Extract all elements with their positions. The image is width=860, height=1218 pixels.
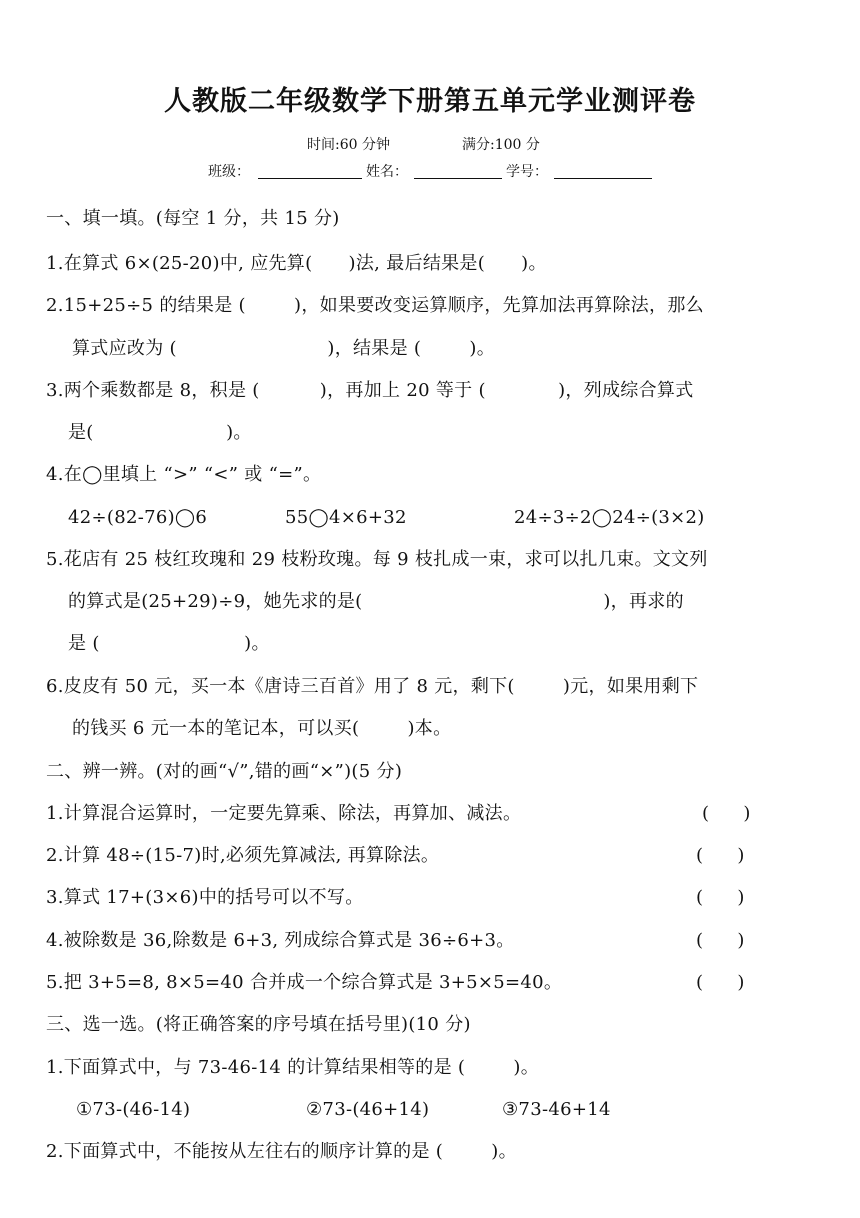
judge-item-4: 4.被除数是 36,除数是 6+3, 列成综合算式是 36÷6+3。 xyxy=(46,930,515,951)
judge-answer-1[interactable]: ( ) xyxy=(702,803,751,824)
judge-answer-5[interactable]: ( ) xyxy=(696,972,745,993)
section1-q4-item1: 42÷(82-76)◯6 xyxy=(68,507,208,528)
section1-q6-line1: 6.皮皮有 50 元，买一本《唐诗三百首》用了 8 元，剩下( )元，如果用剩下 xyxy=(46,676,699,697)
section1-q3-line1: 3.两个乘数都是 8，积是 ( )，再加上 20 等于 ( )，列成综合算式 xyxy=(46,380,694,401)
judge-answer-2[interactable]: ( ) xyxy=(696,845,745,866)
student-id-label: 学号： xyxy=(506,164,548,180)
section3-q1-option1: ①73-(46-14) xyxy=(76,1099,191,1120)
section1-q3-line2: 是( )。 xyxy=(68,422,252,443)
judge-item-1: 1.计算混合运算时，一定要先算乘、除法，再算加、减法。 xyxy=(46,803,522,824)
exam-time: 时间:60 分钟 xyxy=(307,137,390,153)
section1-q5-line3: 是 ( )。 xyxy=(68,633,270,654)
section1-q1: 1.在算式 6×(25-20)中, 应先算( )法, 最后结果是( )。 xyxy=(46,253,547,274)
section1-heading: 一、填一填。(每空 1 分，共 15 分) xyxy=(46,208,340,229)
class-blank[interactable] xyxy=(258,164,362,179)
section3-q1-option3: ③73-46+14 xyxy=(502,1099,611,1120)
student-id-blank[interactable] xyxy=(554,164,652,179)
section3-heading: 三、选一选。(将正确答案的序号填在括号里)(10 分) xyxy=(46,1014,471,1035)
judge-item-3: 3.算式 17+(3×6)中的括号可以不写。 xyxy=(46,887,364,908)
section3-q1: 1.下面算式中，与 73-46-14 的计算结果相等的是 ( )。 xyxy=(46,1057,540,1078)
section1-q2-line2: 算式应改为 ( )，结果是 ( )。 xyxy=(72,338,496,359)
section1-q5-line2: 的算式是(25+29)÷9，她先求的是( )，再求的 xyxy=(68,591,684,612)
section1-q2-line1: 2.15+25÷5 的结果是 ( )，如果要改变运算顺序，先算加法再算除法，那么 xyxy=(46,295,704,316)
section1-q4-item2: 55◯4×6+32 xyxy=(285,507,407,528)
page-title: 人教版二年级数学下册第五单元学业测评卷 xyxy=(164,86,696,117)
section3-q2: 2.下面算式中，不能按从左往右的顺序计算的是 ( )。 xyxy=(46,1141,517,1162)
judge-item-2: 2.计算 48÷(15-7)时,必须先算减法, 再算除法。 xyxy=(46,845,440,866)
section1-q6-line2: 的钱买 6 元一本的笔记本，可以买( )本。 xyxy=(72,718,452,739)
section1-q4: 4.在◯里填上 “>” “<” 或 “=”。 xyxy=(46,464,322,485)
name-label: 姓名： xyxy=(366,164,408,180)
name-blank[interactable] xyxy=(414,164,502,179)
section1-q4-item3: 24÷3÷2◯24÷(3×2) xyxy=(514,507,705,528)
section3-q1-option2: ②73-(46+14) xyxy=(306,1099,430,1120)
class-label: 班级： xyxy=(208,164,250,180)
judge-answer-3[interactable]: ( ) xyxy=(696,887,745,908)
judge-item-5: 5.把 3+5=8, 8×5=40 合并成一个综合算式是 3+5×5=40。 xyxy=(46,972,563,993)
section2-heading: 二、辨一辨。(对的画“√”,错的画“×”)(5 分) xyxy=(46,761,403,782)
judge-answer-4[interactable]: ( ) xyxy=(696,930,745,951)
exam-full-score: 满分:100 分 xyxy=(462,137,540,153)
section1-q5-line1: 5.花店有 25 枝红玫瑰和 29 枝粉玫瑰。每 9 枝扎成一束，求可以扎几束。文文列 xyxy=(46,549,708,570)
